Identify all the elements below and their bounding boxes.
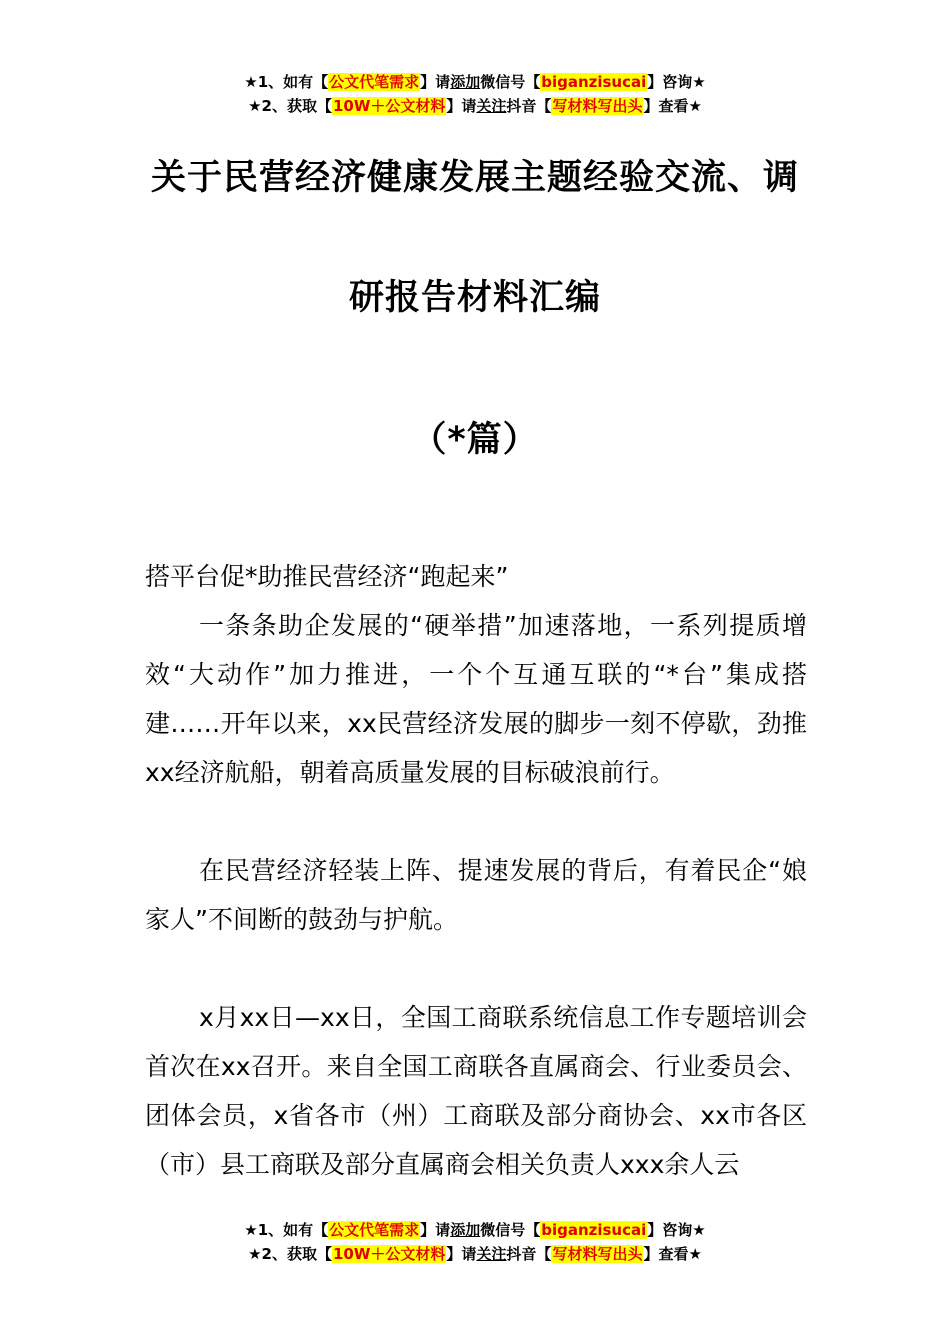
promo-text: ★1、如有【: [244, 1221, 329, 1239]
promo-underline: 添加: [450, 73, 481, 91]
promo-text: ★2、获取【: [248, 1245, 332, 1263]
document-title-line-2: 研报告材料汇编: [348, 278, 601, 318]
promo-highlight: 10W＋公文材料: [332, 97, 446, 115]
promo-text: 】咨询★: [647, 73, 706, 91]
promo-underline: 关注: [476, 1245, 507, 1263]
promo-line-2: [0, 94, 950, 118]
promo-highlight: 写材料写出头: [552, 97, 643, 115]
promo-text: 】请: [420, 73, 451, 91]
promo-line-1: [0, 1218, 950, 1242]
promo-header: [0, 70, 950, 118]
promo-text: 微信号【: [480, 73, 541, 91]
promo-underline: 关注: [476, 97, 507, 115]
promo-text: 】查看★: [643, 97, 702, 115]
promo-highlight: biganzisucai: [541, 1221, 647, 1239]
body-paragraph: 一条条助企发展的“硬举措”加速落地，一系列提质增效“大动作”加力推进，一个个互通互联的“*台”集成搭建……开年以来，xx民营经济发展的脚步一刻不停歇，劲推xx经济航船，朝着高质量发展的目标破浪前行。: [145, 611, 807, 787]
promo-text: 】请: [446, 1245, 477, 1263]
promo-text: 】查看★: [643, 1245, 702, 1263]
promo-highlight: 公文代笔需求: [329, 73, 420, 91]
promo-text: 抖音【: [506, 97, 552, 115]
document-title-count: （*篇）: [411, 420, 539, 460]
paragraph-spacer: [145, 944, 807, 993]
body-paragraph: x月xx日—xx日，全国工商联系统信息工作专题培训会首次在xx召开。来自全国工商联各直属商会、行业委员会、团体会员，x省各市（州）工商联及部分商协会、xx市各区（市）县工商联及部分直属商会相关负责人xxx余人云: [145, 1003, 807, 1179]
promo-text: 】请: [420, 1221, 451, 1239]
promo-highlight: 公文代笔需求: [329, 1221, 420, 1239]
promo-highlight: 10W＋公文材料: [332, 1245, 446, 1263]
promo-text: 微信号【: [480, 1221, 541, 1239]
section-subtitle: 搭平台促*助推民营经济“跑起来”: [145, 562, 509, 591]
promo-text: ★1、如有【: [244, 73, 329, 91]
promo-text: 抖音【: [506, 1245, 552, 1263]
promo-line-2: [0, 1242, 950, 1266]
document-body: [145, 552, 807, 1189]
body-paragraph: 在民营经济轻装上阵、提速发展的背后，有着民企“娘家人”不间断的鼓劲与护航。: [145, 856, 807, 934]
promo-line-1: [0, 70, 950, 94]
document-title-line-1: 关于民营经济健康发展主题经验交流、调: [150, 158, 799, 198]
promo-highlight: biganzisucai: [541, 73, 647, 91]
promo-text: 】请: [446, 97, 477, 115]
promo-text: ★2、获取【: [248, 97, 332, 115]
promo-text: 】咨询★: [647, 1221, 706, 1239]
promo-underline: 添加: [450, 1221, 481, 1239]
promo-footer: [0, 1218, 950, 1266]
promo-highlight: 写材料写出头: [552, 1245, 643, 1263]
paragraph-spacer: [145, 797, 807, 846]
